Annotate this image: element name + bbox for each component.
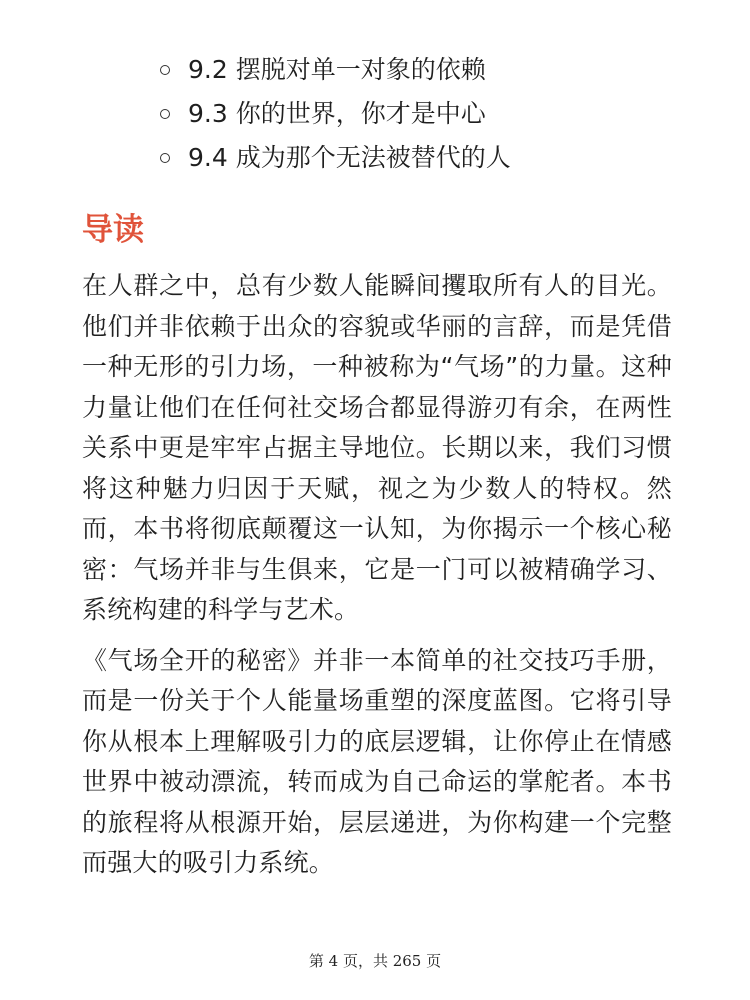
circle-bullet-icon	[160, 65, 170, 75]
toc-list	[160, 48, 511, 180]
toc-item-label[interactable]: 9.3 你的世界，你才是中心	[188, 99, 486, 128]
body-paragraph: 《气场全开的秘密》并非一本简单的社交技巧手册，而是一份关于个人能量场重塑的深度蓝图。它将引导你从根本上理解吸引力的底层逻辑，让你停止在情感世界中被动漂流，转而成为自己命运的掌舵者。本书的旅程将从根源开始，层层递进，为你构建一个完整而强大的吸引力系统。	[82, 645, 672, 877]
page-number-footer: 第 4 页，共 265 页	[308, 952, 442, 970]
section-heading: 导读	[82, 212, 144, 248]
toc-item-label[interactable]: 9.4 成为那个无法被替代的人	[188, 143, 511, 172]
toc-item[interactable]	[160, 92, 511, 136]
circle-bullet-icon	[160, 153, 170, 163]
toc-item[interactable]	[160, 48, 511, 92]
circle-bullet-icon	[160, 109, 170, 119]
section-body	[82, 266, 672, 894]
toc-item-label[interactable]: 9.2 摆脱对单一对象的依赖	[188, 55, 486, 84]
body-paragraph: 在人群之中，总有少数人能瞬间攫取所有人的目光。他们并非依赖于出众的容貌或华丽的言辞，而是凭借一种无形的引力场，一种被称为“气场”的力量。这种力量让他们在任何社交场合都显得游刃有余，在两性关系中更是牢牢占据主导地位。长期以来，我们习惯将这种魅力归因于天赋，视之为少数人的特权。然而，本书将彻底颠覆这一认知，为你揭示一个核心秘密：气场并非与生俱来，它是一门可以被精确学习、系统构建的科学与艺术。	[82, 271, 672, 624]
toc-item[interactable]	[160, 136, 511, 180]
